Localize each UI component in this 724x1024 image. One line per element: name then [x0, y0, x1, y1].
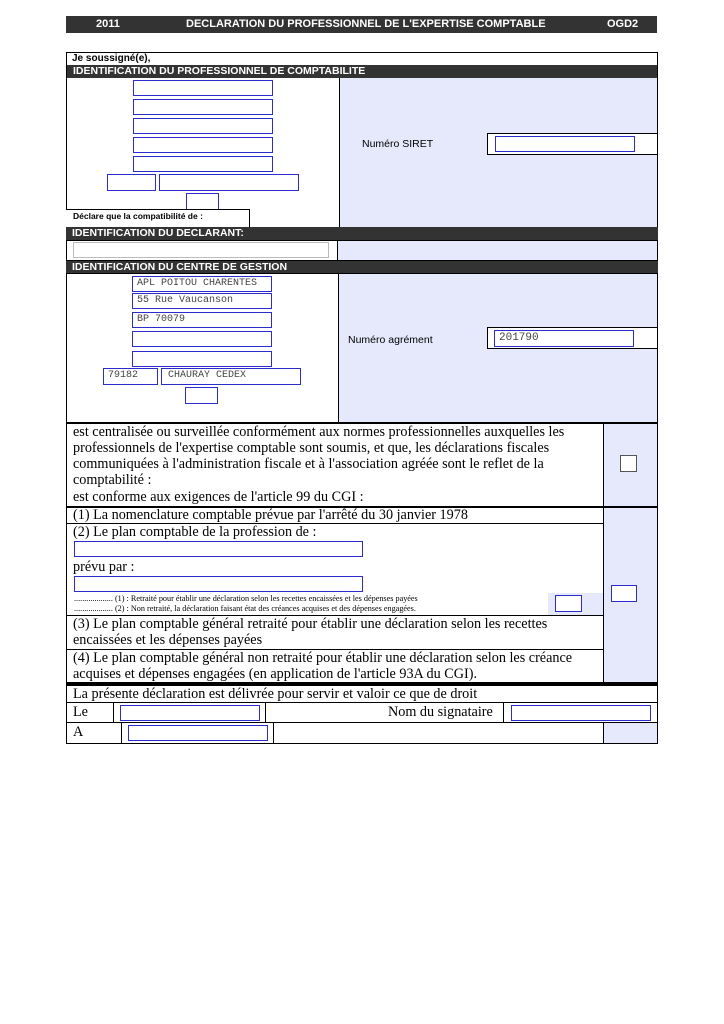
option-3-line-1: (3) Le plan comptable général retraité pour établir une déclaration selon les recettes — [73, 616, 548, 632]
professionnel-city[interactable] — [159, 174, 299, 191]
prevu-label: prévu par : — [73, 559, 135, 575]
centre-line-2[interactable]: 55 Rue Vaucanson — [132, 293, 272, 309]
option-4-line-2: acquises et dépenses engagées (en application de l'article 93A du CGI). — [73, 666, 477, 682]
professionnel-line-4[interactable] — [133, 137, 273, 153]
centre-line-4[interactable] — [132, 331, 272, 347]
form-header — [66, 16, 657, 33]
professionnel-line-3[interactable] — [133, 118, 273, 134]
centre-extra[interactable] — [185, 387, 218, 404]
statement-checkbox[interactable] — [620, 455, 637, 472]
form-code: OGD2 — [607, 18, 639, 30]
declare-label: Déclare que la compatibilité de : — [73, 211, 203, 221]
option-1: (1) La nomenclature comptable prévue par l'arrêté du 30 janvier 1978 — [73, 507, 468, 523]
a-row-shade — [603, 723, 657, 743]
declarant-name-input[interactable] — [73, 242, 329, 258]
professionnel-extra[interactable] — [186, 193, 219, 210]
declarant-shade — [337, 241, 657, 260]
centre-postal-code[interactable]: 79182 — [103, 368, 158, 385]
a-place-input[interactable] — [128, 725, 268, 741]
option-2: (2) Le plan comptable de la profession de : — [73, 524, 317, 540]
note-1: ................... (1) : Retraité pour établir une déclaration selon les recettes encaissées et les dépenses payées — [74, 594, 418, 603]
centre-line-1[interactable]: APL POITOU CHARENTES — [132, 276, 272, 292]
delivered-text: La présente déclaration est délivrée pour servir et valoir ce que de droit — [73, 686, 478, 702]
profession-input[interactable] — [74, 541, 363, 557]
retraite-input[interactable] — [555, 595, 582, 612]
form-year: 2011 — [96, 18, 120, 30]
signataire-input[interactable] — [511, 705, 651, 721]
professionnel-postal-code[interactable] — [107, 174, 156, 191]
soussigne-label: Je soussigné(e), — [72, 53, 151, 64]
agrement-label: Numéro agrément — [348, 334, 433, 346]
siret-label: Numéro SIRET — [362, 138, 434, 150]
option-4-line-1: (4) Le plan comptable général non retraité pour établir une déclaration selon les créance — [73, 650, 573, 666]
option-3-line-2: encaissées et les dépenses payées — [73, 632, 263, 648]
a-label: A — [73, 724, 84, 740]
agrement-input[interactable]: 201790 — [494, 330, 634, 347]
professionnel-section-title: IDENTIFICATION DU PROFESSIONNEL DE COMPTABILITE — [67, 65, 657, 78]
statement-text: est centralisée ou surveillée conformément aux normes professionnelles auxquelles les professionnels de l'expertise comptable sont soumis, et que, les déclarations fiscales communiquées à l'administration fiscale et à l'association agréée sont le reflet de la comptabilité : — [73, 424, 565, 488]
prevu-input[interactable] — [74, 576, 363, 592]
professionnel-line-5[interactable] — [133, 156, 273, 172]
declarant-section-title: IDENTIFICATION DU DECLARANT: — [66, 227, 658, 240]
signataire-label: Nom du signataire — [388, 704, 493, 720]
le-date-input[interactable] — [120, 705, 260, 721]
professionnel-line-2[interactable] — [133, 99, 273, 115]
siret-input[interactable] — [495, 136, 635, 152]
note-2: ................... (2) : Non retraité, la déclaration faisant état des créances acquises et des dépenses engagées. — [74, 604, 416, 613]
le-label: Le — [73, 704, 88, 720]
options-checkbox[interactable] — [611, 585, 637, 602]
statement-cgi: est conforme aux exigences de l'article 99 du CGI : — [73, 489, 364, 505]
centre-section-title: IDENTIFICATION DU CENTRE DE GESTION — [66, 261, 658, 273]
centre-city[interactable]: CHAURAY CEDEX — [161, 368, 301, 385]
professionnel-line-1[interactable] — [133, 80, 273, 96]
centre-line-3[interactable]: BP 70079 — [132, 312, 272, 328]
centre-line-5[interactable] — [132, 351, 272, 367]
form-title: DECLARATION DU PROFESSIONNEL DE L'EXPERTISE COMPTABLE — [186, 18, 546, 30]
